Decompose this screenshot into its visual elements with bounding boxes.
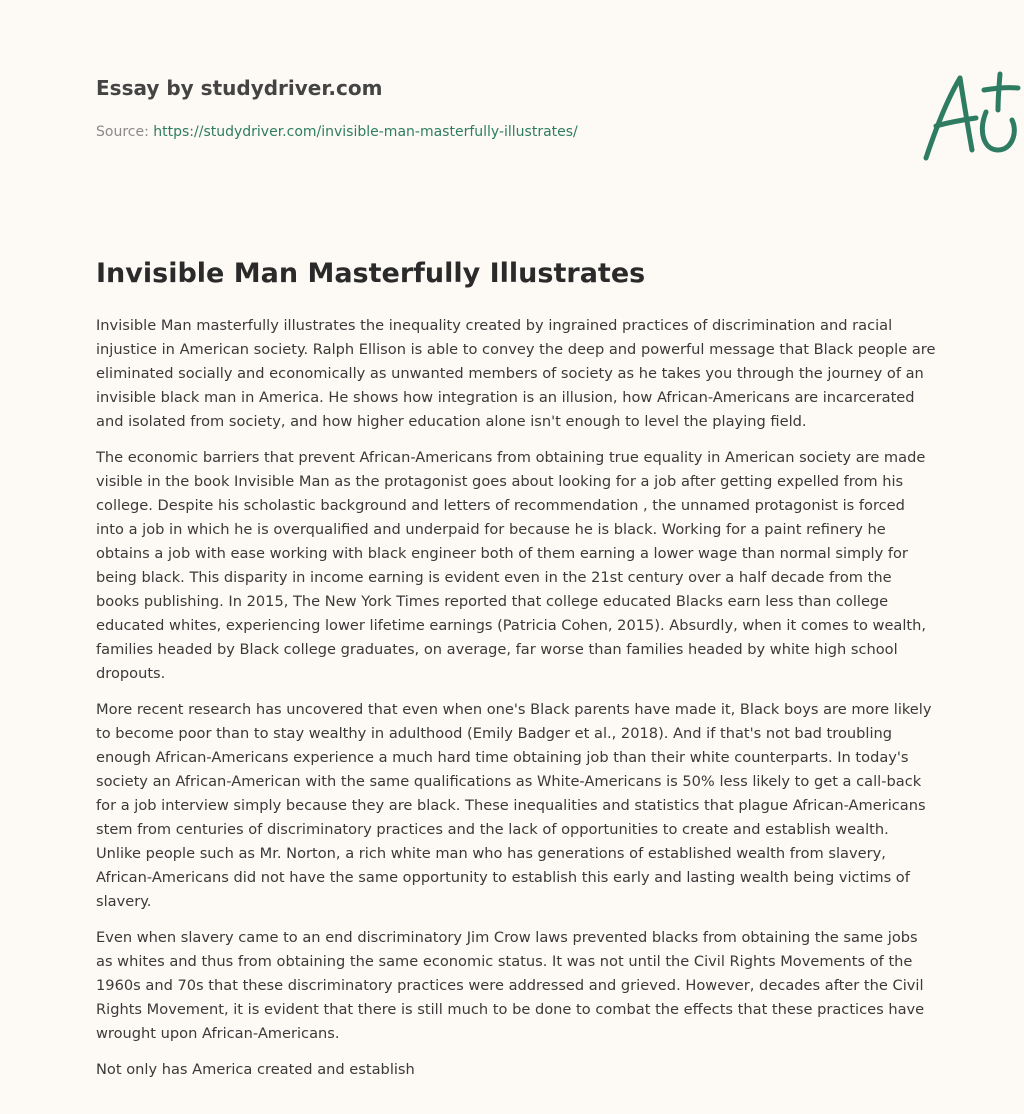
source-link[interactable]: https://studydriver.com/invisible-man-masterfully-illustrates/	[153, 124, 578, 140]
a-plus-logo-icon	[914, 68, 1024, 164]
essay-body	[96, 314, 936, 1094]
essay-paragraph: More recent research has uncovered that even when one's Black parents have made it, Black boys are more likely to become poor than to stay wealthy in adulthood (Emily Badger et al., 2018). And if that's not bad troubling enough African-Americans experience a much hard time obtaining job than their white counterparts. In today's society an African-American with the same qualifications as White-Americans is 50% less likely to get a call-back for a job interview simply because they are black. These inequalities and statistics that plague African-Americans stem from centuries of discriminatory practices and the lack of opportunities to create and establish wealth. Unlike people such as Mr. Norton, a rich white man who has generations of established wealth from slavery, African-Americans did not have the same opportunity to establish this early and lasting wealth being victims of slavery.	[96, 701, 932, 910]
essay-paragraph: The economic barriers that prevent African-Americans from obtaining true equality in American society are made visible in the book Invisible Man as the protagonist goes about looking for a job after getting expelled from his college. Despite his scholastic background and letters of recommendation , the unnamed protagonist is forced into a job in which he is overqualified and underpaid for because he is black. Working for a paint refinery he obtains a job with ease working with black engineer both of them earning a lower wage than normal simply for being black. This disparity in income earning is evident even in the 21st century over a half decade from the books publishing. In 2015, The New York Times reported that college educated Blacks earn less than college educated whites, experiencing lower lifetime earnings (Patricia Cohen, 2015). Absurdly, when it comes to wealth, families headed by Black college graduates, on average, far worse than families headed by white high school dropouts.	[96, 449, 927, 682]
source-label: Source:	[96, 124, 149, 140]
essay-paragraph: Not only has America created and establish	[96, 1061, 415, 1078]
essay-title: Invisible Man Masterfully Illustrates	[96, 258, 646, 289]
essay-paragraph: Invisible Man masterfully illustrates the inequality created by ingrained practices of discrimination and racial injustice in American society. Ralph Ellison is able to convey the deep and powerful message that Black people are eliminated socially and economically as unwanted members of society as he takes you through the journey of an invisible black man in America. He shows how integration is an illusion, how African-Americans are incarcerated and isolated from society, and how higher education alone isn't enough to level the playing field.	[96, 317, 936, 430]
source-line	[96, 124, 578, 140]
essay-paragraph: Even when slavery came to an end discriminatory Jim Crow laws prevented blacks from obtaining the same jobs as whites and thus from obtaining the same economic status. It was not until the Civil Rights Movements of the 1960s and 70s that these discriminatory practices were addressed and grieved. However, decades after the Civil Rights Movement, it is evident that there is still much to be done to combat the effects that these practices have wrought upon African-Americans.	[96, 929, 925, 1042]
site-header-title: Essay by studydriver.com	[96, 76, 383, 100]
